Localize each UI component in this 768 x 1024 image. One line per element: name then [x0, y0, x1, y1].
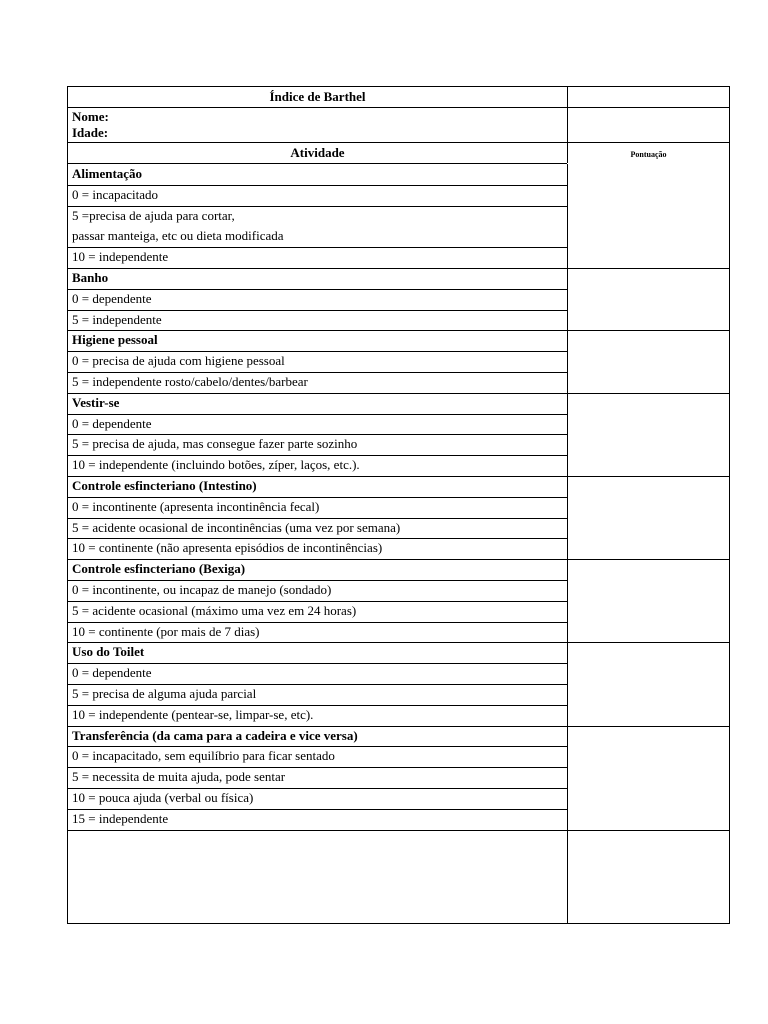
section-heading: Controle esfincteriano (Intestino) — [72, 478, 257, 493]
score-option: 10 = independente — [72, 249, 169, 265]
score-option: 0 = incapacitado — [72, 186, 159, 202]
score-option: 5 = precisa de alguma ajuda parcial — [72, 686, 257, 701]
score-cell-controle-esfincteriano-intestino[interactable] — [568, 476, 729, 559]
form-title: Índice de Barthel — [269, 89, 366, 104]
nome-label: Nome: — [72, 109, 109, 124]
title-row — [68, 87, 729, 107]
score-option: 10 = independente (pentear-se, limpar-se, etc). — [72, 706, 314, 722]
score-option: 0 = precisa de ajuda com higiene pessoal — [72, 353, 285, 369]
section-heading: Vestir-se — [72, 394, 120, 410]
atividade-header: Atividade — [290, 145, 345, 160]
score-option: 0 = incapacitado, sem equilíbrio para ficar sentado — [72, 748, 335, 764]
score-cell-uso-do-toilet[interactable] — [568, 642, 729, 725]
total-score-cell[interactable] — [568, 830, 729, 923]
patient-info-row — [68, 108, 729, 142]
score-cell-banho[interactable] — [568, 268, 729, 330]
pontuacao-header: Pontuação — [630, 150, 667, 159]
score-option: 5 = independente — [72, 311, 162, 327]
score-option: 5 =precisa de ajuda para cortar, — [72, 207, 235, 223]
section-heading: Alimentação — [72, 166, 143, 181]
score-cell-vestir-se[interactable] — [568, 393, 729, 476]
score-option: 10 = pouca ajuda (verbal ou física) — [72, 790, 254, 805]
score-option: 5 = independente rosto/cabelo/dentes/barbear — [72, 374, 308, 389]
score-cell-controle-esfincteriano-bexiga[interactable] — [568, 559, 729, 642]
score-option: 5 = acidente ocasional de incontinências (uma vez por semana) — [72, 519, 401, 535]
section-heading: Transferência (da cama para a cadeira e vice versa) — [72, 727, 358, 743]
section-heading: Higiene pessoal — [72, 332, 158, 348]
score-cell-transferencia-da-cama-para-a-cadeira-e-vice-versa[interactable] — [568, 726, 729, 830]
score-option: passar manteiga, etc ou dieta modificada — [72, 228, 284, 244]
score-cell-higiene-pessoal[interactable] — [568, 330, 729, 392]
score-option: 0 = incontinente (apresenta incontinência fecal) — [72, 498, 320, 514]
score-option: 15 = independente — [72, 810, 169, 826]
section-heading: Banho — [72, 270, 109, 285]
score-option: 10 = continente (não apresenta episódios de incontinências) — [72, 540, 383, 556]
score-option: 5 = necessita de muita ajuda, pode sentar — [72, 769, 286, 785]
barthel-index-form — [67, 86, 730, 924]
blank-total-row — [68, 830, 567, 923]
score-option: 0 = dependente — [72, 665, 152, 681]
score-option: 5 = precisa de ajuda, mas consegue fazer parte sozinho — [72, 436, 358, 452]
score-option: 10 = continente (por mais de 7 dias) — [72, 623, 260, 639]
score-option: 0 = incontinente, ou incapaz de manejo (sondado) — [72, 582, 332, 597]
idade-label: Idade: — [72, 125, 109, 140]
section-heading: Controle esfincteriano (Bexiga) — [72, 561, 246, 577]
score-option: 0 = dependente — [72, 415, 152, 431]
section-heading: Uso do Toilet — [72, 644, 145, 660]
score-option: 5 = acidente ocasional (máximo uma vez em 24 horas) — [72, 602, 357, 618]
score-option: 10 = independente (incluindo botões, zíper, laços, etc.). — [72, 457, 360, 473]
score-cell-alimentacao[interactable] — [568, 164, 729, 268]
score-option: 0 = dependente — [72, 290, 152, 306]
